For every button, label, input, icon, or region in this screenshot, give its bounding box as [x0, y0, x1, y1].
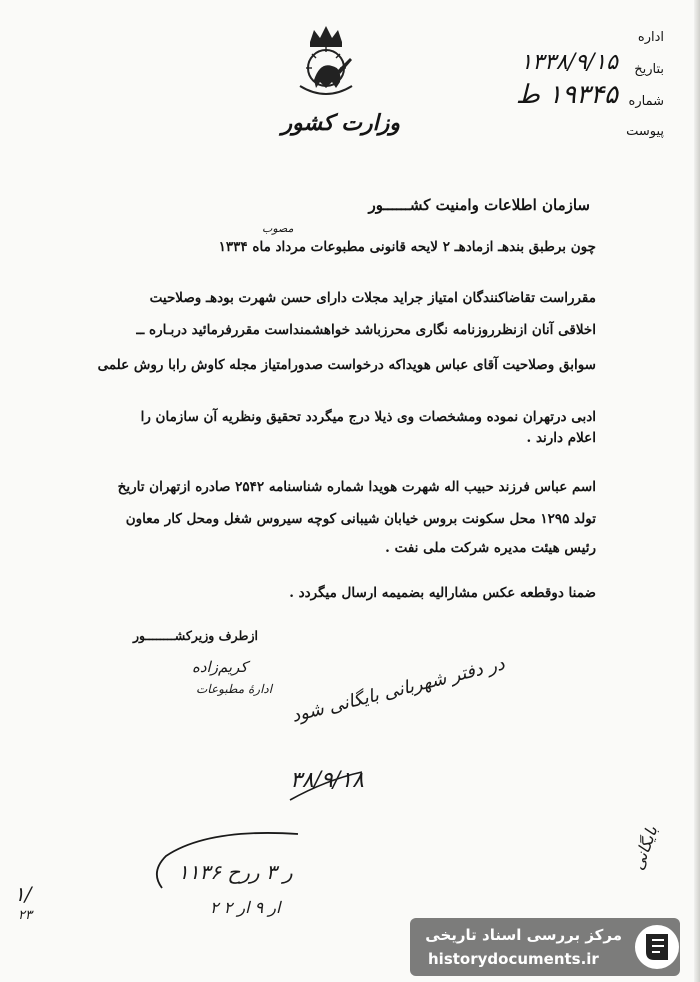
office-label: اداره	[637, 30, 664, 45]
body-line-1: چون برطبق بندهـ ازمادهـ ۲ لایحه قانونی مطبوعات مرداد ماه ۱۳۳۴	[218, 239, 596, 255]
right-margin-handwriting: بایگانی	[628, 823, 662, 873]
addressee: سازمان اطلاعات وامنیت کشــــــور	[368, 196, 590, 214]
date-label: بتاريخ	[634, 62, 664, 77]
date-value: ۱۳۳۸/۹/۱۵	[520, 50, 618, 75]
body-line-3: اخلاقی آنان ازنظرروزنامه نگاری محرزباشد خواهشمنداست مقررفرمائید دربـاره ــ	[136, 322, 596, 338]
body-line-7: اسم عباس فرزند حبیب اله شهرت هویدا شماره شناسنامه ۲۵۴۲ صادره ازتهران تاریخ	[117, 479, 596, 495]
body-line-5: ادبی درتهران نموده ومشخصات وی ذیلا درج میگردد تحقیق ونظریه آن سازمان را	[140, 409, 596, 425]
signature-title: ادارهٔ مطبوعات	[196, 682, 273, 696]
number-value: ۱۹۳۴۵ ط	[515, 80, 618, 110]
body-line-4: سوابق وصلاحیت آقای عباس هویداکه درخواست صدورامتیاز مجله کاوش رابا روش علمی	[97, 357, 596, 373]
signature-name: کریم‌زاده	[192, 658, 248, 676]
handwritten-diagonal-note: در دفتر شهربانی بایگانی شود	[289, 653, 507, 727]
watermark-url: historydocuments.ir	[428, 950, 599, 968]
ministry-title: وزارت کشور	[281, 110, 400, 136]
body-line-8: تولد ۱۲۹۵ محل سکونت بروس خیابان شیبانی کوچه سیروس شغل ومحل کار معاون	[125, 511, 596, 527]
reference-note: ۱۱۳۶ ر ۳ ررح	[178, 860, 293, 884]
postscript: ضمنا دوقطعه عکس مشارالیه بضمیمه ارسال میگردد .	[289, 585, 596, 601]
left-fraction-bottom: ۲۳	[18, 908, 32, 923]
body-line-2: مقرراست تقاضاکنندگان امتیاز جراید مجلات دارای حسن شهرت بودهـ وصلاحیت	[149, 290, 596, 306]
body-line-9: رئیس هیئت مدیره شرکت ملی نفت .	[385, 540, 596, 556]
lion-and-sun-emblem-icon	[290, 22, 362, 100]
number-label: شماره	[628, 94, 664, 109]
paper-edge	[694, 0, 700, 982]
date-underline-stroke	[286, 768, 366, 808]
left-fraction-top: ۱/	[14, 882, 32, 906]
insertion-note: مصوب	[262, 222, 294, 235]
body-line-6: اعلام دارند .	[526, 430, 596, 446]
attachment-label: پیوست	[626, 124, 664, 139]
watermark-title: مرکز بررسی اسناد تاریخی	[425, 926, 622, 944]
archive-logo-icon	[632, 922, 682, 972]
signature-from: ازطرف وزیرکشــــــــور	[132, 628, 258, 643]
handwritten-date-note: ۳۸/۹/۱۸	[290, 768, 364, 793]
reference-date: ۲ ار ۹ ار ۲	[210, 898, 281, 917]
